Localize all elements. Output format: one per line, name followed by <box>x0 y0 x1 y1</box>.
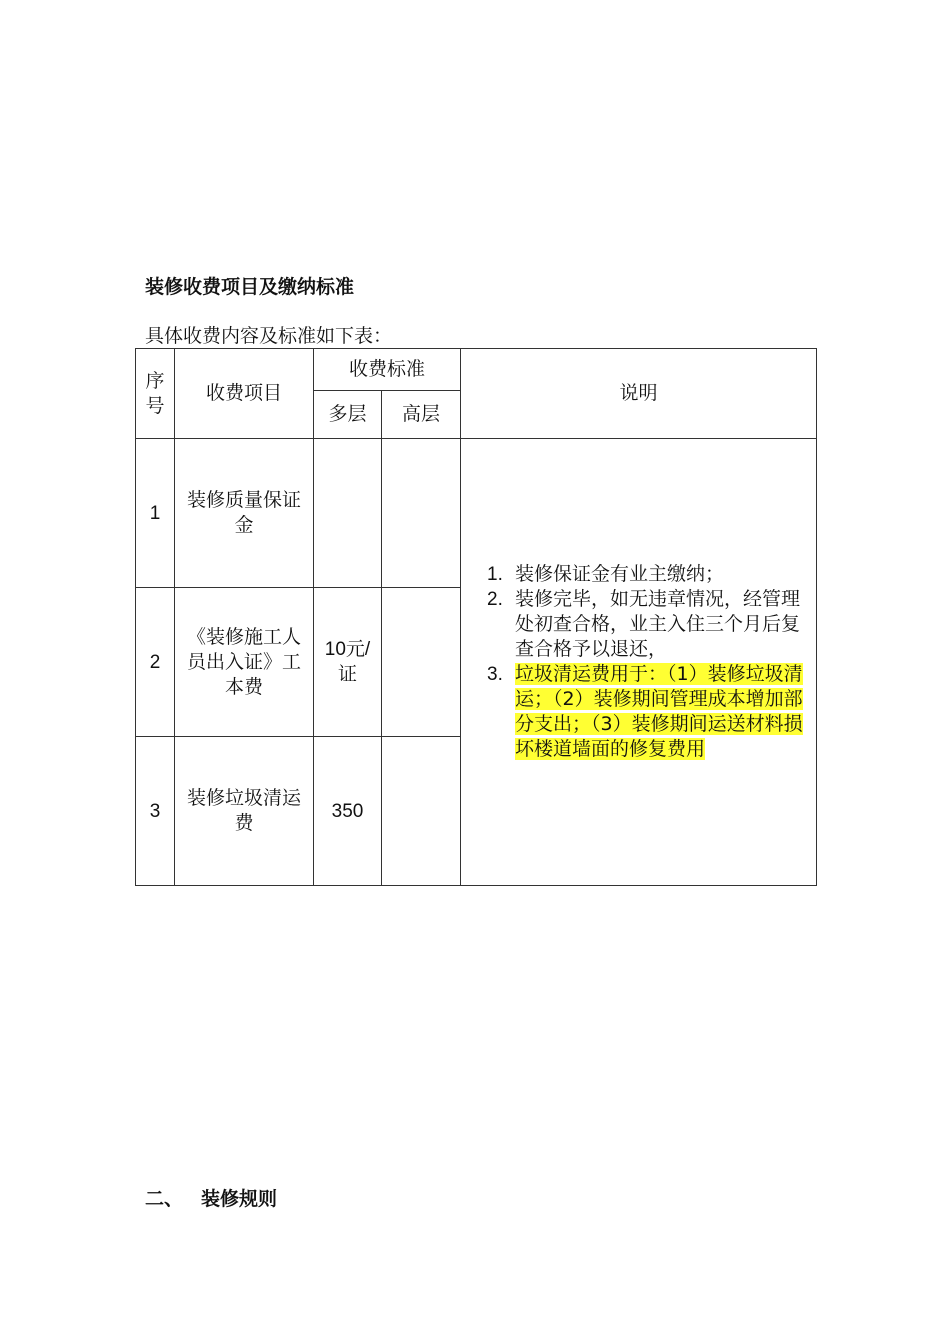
notes-cell <box>461 439 817 886</box>
note-marker: 2. <box>487 589 503 610</box>
page-title: 装修收费项目及缴纳标准 <box>145 276 355 298</box>
table-header-row <box>136 349 817 391</box>
notes-list <box>471 562 808 762</box>
row-high <box>382 588 461 737</box>
note-text-highlighted: 垃圾清运费用于：（1）装修垃圾清运；（2）装修期间管理成本增加部分支出；（3）装修期间运送材料损坏楼道墙面的修复费用 <box>515 663 803 760</box>
note-marker: 1. <box>487 564 503 585</box>
header-item: 收费项目 <box>175 349 314 439</box>
header-multi-floor: 多层 <box>314 391 382 439</box>
row-item: 装修垃圾清运费 <box>175 737 314 886</box>
header-seq: 序号 <box>136 349 175 439</box>
section-heading <box>145 1186 277 1212</box>
row-seq: 2 <box>136 588 175 737</box>
row-seq: 3 <box>136 737 175 886</box>
note-text: 装修完毕，如无违章情况，经管理处初查合格，业主入住三个月后复查合格予以退还， <box>515 588 801 660</box>
section-title: 装修规则 <box>201 1188 278 1210</box>
fee-table <box>135 348 817 886</box>
section-number: 二、 <box>145 1188 184 1210</box>
note-item <box>471 587 808 662</box>
note-item <box>471 662 808 762</box>
note-item <box>471 562 808 587</box>
header-high-rise: 高层 <box>382 391 461 439</box>
row-multi: 10元/证 <box>314 588 382 737</box>
row-seq: 1 <box>136 439 175 588</box>
header-standard: 收费标准 <box>314 349 461 391</box>
row-item: 《装修施工人员出入证》工本费 <box>175 588 314 737</box>
table-row <box>136 439 817 588</box>
row-multi <box>314 439 382 588</box>
note-text: 装修保证金有业主缴纳； <box>515 563 725 585</box>
note-marker: 3. <box>487 664 503 685</box>
row-item: 装修质量保证金 <box>175 439 314 588</box>
row-high <box>382 737 461 886</box>
row-multi: 350 <box>314 737 382 886</box>
intro-text: 具体收费内容及标准如下表： <box>145 325 393 347</box>
row-high <box>382 439 461 588</box>
header-notes: 说明 <box>461 349 817 439</box>
